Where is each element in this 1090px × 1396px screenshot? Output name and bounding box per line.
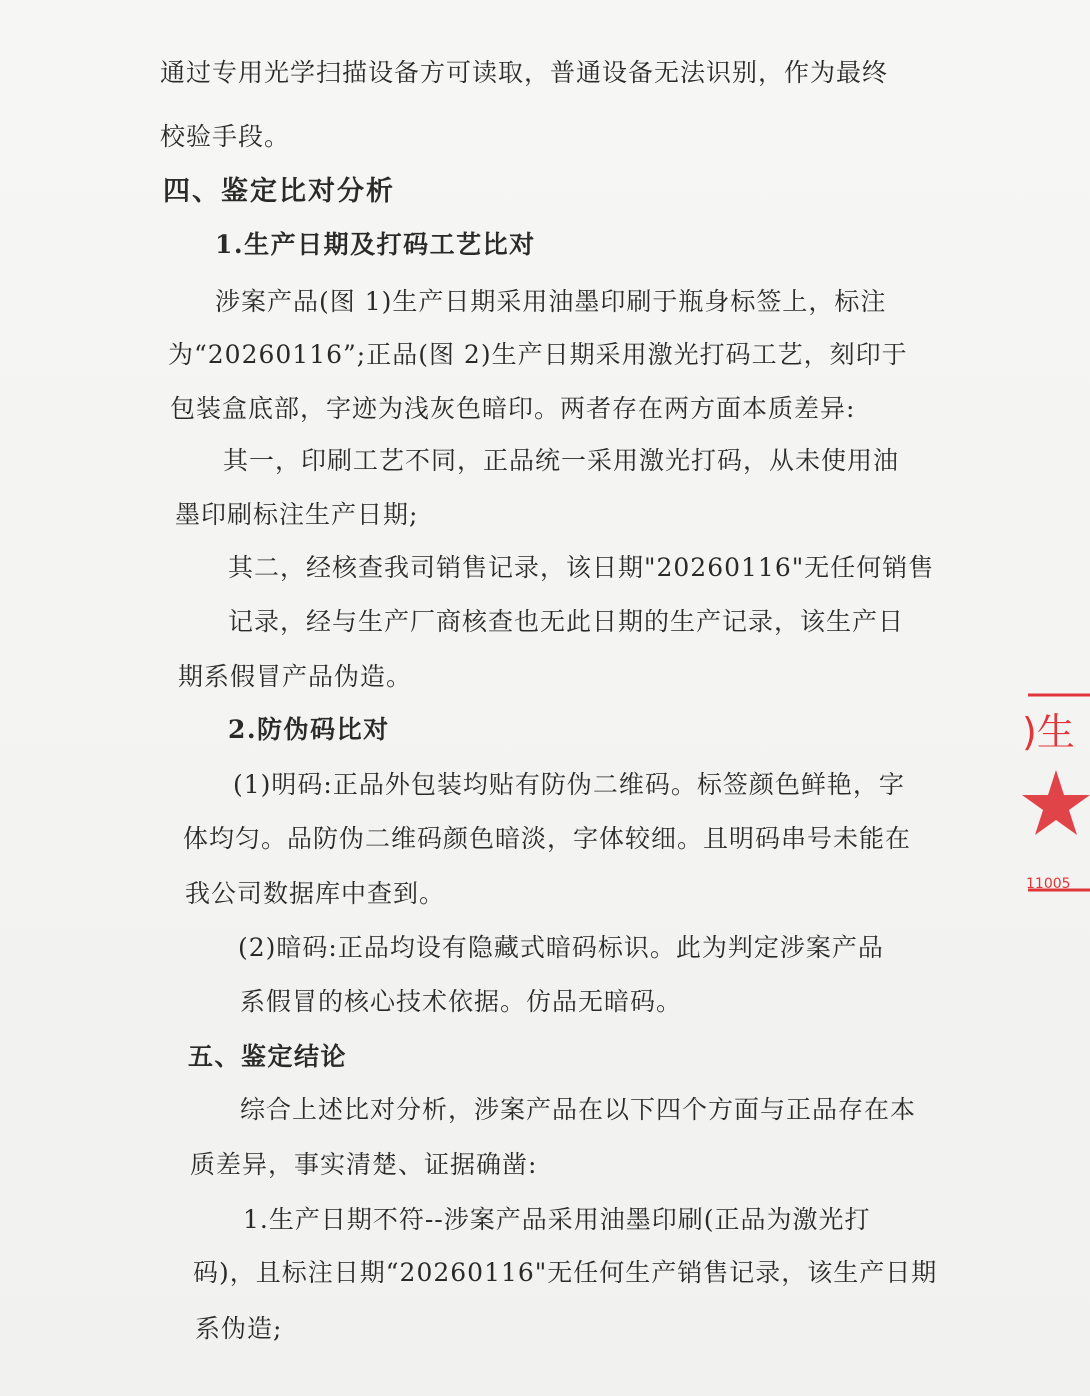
body-line: 包装盒底部，字迹为浅灰色暗印。两者存在两方面本质差异: [170,394,856,423]
body-line: 体均匀。品防伪二维码颜色暗淡，字体较细。且明码串号未能在 [183,824,912,853]
body-line: 为“20260116”;正品(图 2)生产日期采用激光打码工艺，刻印于 [168,340,908,369]
seal-text-bottom: 11005 [1026,876,1071,892]
body-line: 涉案产品(图 1)生产日期采用油墨印刷于瓶身标签上，标注 [215,287,887,316]
body-line: 其一，印刷工艺不同，正品统一采用激光打码，从未使用油 [223,446,900,475]
seal-text-top: )生 [1022,710,1075,754]
body-line: 记录，经与生产厂商核查也无此日期的生产记录，该生产日 [228,607,905,636]
body-line: 期系假冒产品伪造。 [178,662,413,691]
subsection-heading: 1.生产日期及打码工艺比对 [215,230,536,259]
subsection-heading: 2.防伪码比对 [228,715,390,744]
body-line: 综合上述比对分析，涉案产品在以下四个方面与正品存在本 [240,1095,917,1124]
section-heading: 四、鉴定比对分析 [163,176,395,207]
body-line: (2)暗码:正品均设有隐藏式暗码标识。此为判定涉案产品 [238,933,884,962]
body-line: 1.生产日期不符--涉案产品采用油墨印刷(正品为激光打 [243,1205,871,1234]
body-line: (1)明码:正品外包装均贴有防伪二维码。标签颜色鲜艳，字 [233,770,905,799]
body-line: 墨印刷标注生产日期; [175,500,419,529]
body-line: 系假冒的核心技术依据。仿品无暗码。 [240,987,683,1016]
body-line: 校验手段。 [160,122,291,151]
seal-star-icon [1022,770,1090,835]
body-line: 质差异，事实清楚、证据确凿: [190,1150,538,1179]
section-heading: 五、鉴定结论 [188,1042,348,1071]
body-line: 码)，且标注日期“20260116"无任何生产销售记录，该生产日期 [193,1258,938,1287]
body-line: 我公司数据库中查到。 [185,879,446,908]
body-line: 系伪造; [195,1314,283,1343]
official-seal-stamp [1008,690,1090,905]
body-line: 通过专用光学扫描设备方可读取，普通设备无法识别，作为最终 [160,58,889,87]
body-line: 其二，经核查我司销售记录，该日期"20260116"无任何销售 [228,553,935,582]
